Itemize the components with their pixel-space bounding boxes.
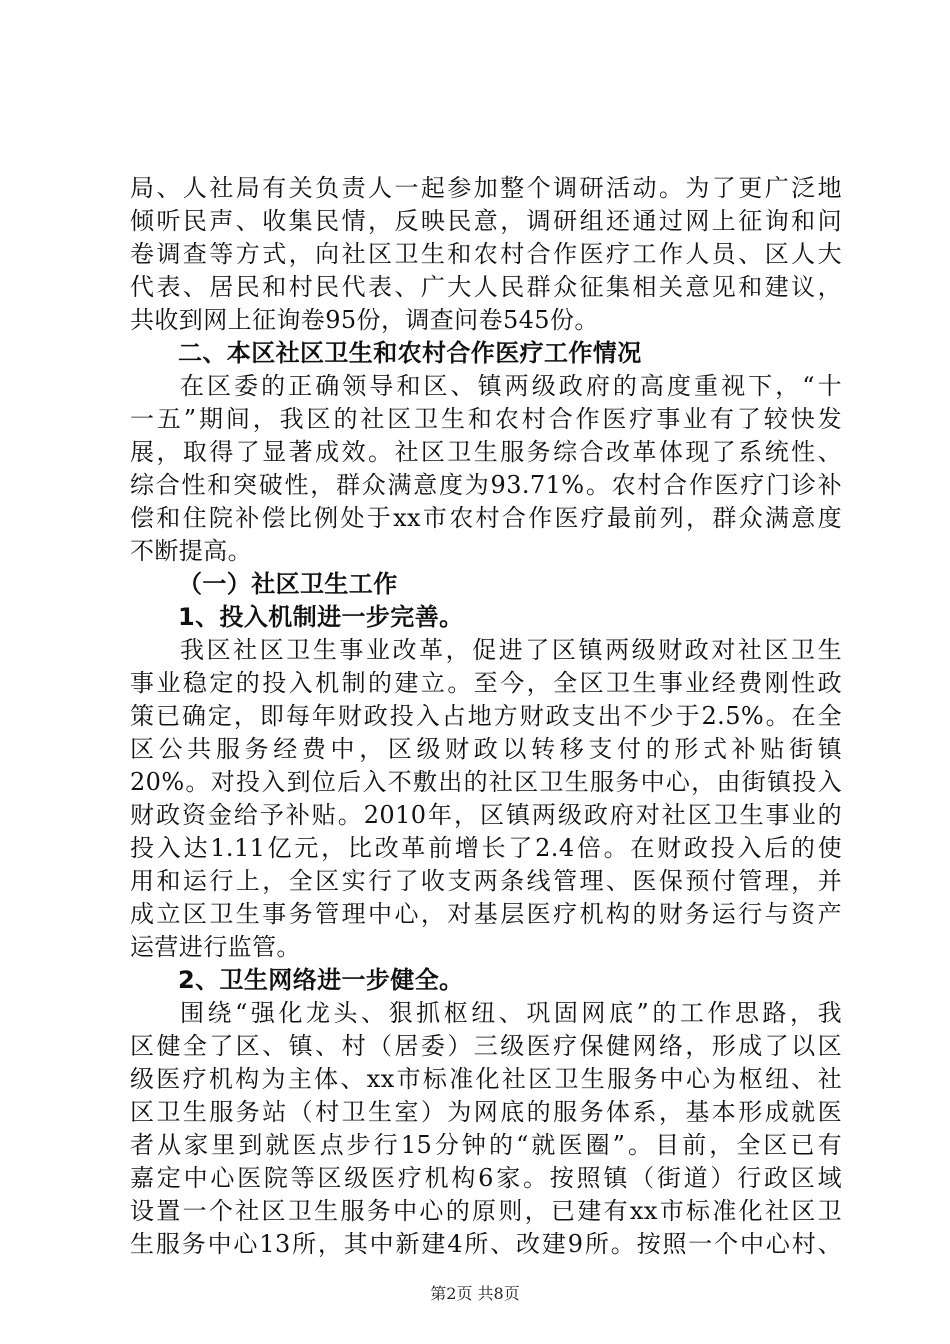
paragraph-survey-methods <box>130 172 842 337</box>
page-footer <box>0 1284 950 1304</box>
text-line: 设置一个社区卫生服务中心的原则，已建有xx市标准化社区卫 <box>130 1197 842 1225</box>
text-line: 投入达1.11亿元，比改革前增长了2.4倍。在财政投入后的使 <box>130 834 842 862</box>
subsection-heading: （一）社区卫生工作 <box>178 570 398 598</box>
text-line: 策已确定，即每年财政投入占地方财政支出不少于2.5%。在全 <box>130 702 842 730</box>
page-number: 第2页 共8页 <box>430 1284 520 1303</box>
text-line: 事业稳定的投入机制的建立。至今，全区卫生事业经费刚性政 <box>130 669 842 697</box>
text-line: 用和运行上，全区实行了收支两条线管理、医保预付管理，并 <box>130 867 842 895</box>
text-line: 区卫生服务站（村卫生室）为网底的服务体系，基本形成就医 <box>130 1098 842 1126</box>
text-line: 生服务中心13所，其中新建4所、改建9所。按照一个中心村、 <box>130 1230 842 1258</box>
text-line: 局、人社局有关负责人一起参加整个调研活动。为了更广泛地 <box>130 174 842 202</box>
text-line: 一五”期间，我区的社区卫生和农村合作医疗事业有了较快发 <box>130 405 842 433</box>
item-heading: 1、投入机制进一步完善。 <box>178 603 464 631</box>
text-line: 综合性和突破性，群众满意度为93.71%。农村合作医疗门诊补 <box>130 471 842 499</box>
text-line: 在区委的正确领导和区、镇两级政府的高度重视下，“十 <box>180 372 842 400</box>
text-line: 财政资金给予补贴。2010年，区镇两级政府对社区卫生事业的 <box>130 801 842 829</box>
text-line: 20%。对投入到位后入不敷出的社区卫生服务中心，由街镇投入 <box>130 768 842 796</box>
text-line: 共收到网上征询卷95份，调查问卷545份。 <box>130 306 599 334</box>
section-heading: 二、本区社区卫生和农村合作医疗工作情况 <box>178 339 642 367</box>
document-body <box>130 172 842 1261</box>
text-line: 围绕“强化龙头、狠抓枢纽、巩固网底”的工作思路，我 <box>180 999 842 1027</box>
text-line: 偿和住院补偿比例处于xx市农村合作医疗最前列，群众满意度 <box>130 504 842 532</box>
paragraph-health-network <box>130 997 842 1261</box>
text-line: 倾听民声、收集民情，反映民意，调研组还通过网上征询和问 <box>130 207 842 235</box>
paragraph-funding-mechanism <box>130 634 842 964</box>
text-line: 区公共服务经费中，区级财政以转移支付的形式补贴街镇 <box>130 735 842 763</box>
text-line: 我区社区卫生事业改革，促进了区镇两级财政对社区卫生 <box>180 636 842 664</box>
item-heading: 2、卫生网络进一步健全。 <box>178 966 464 994</box>
text-line: 级医疗机构为主体、xx市标准化社区卫生服务中心为枢纽、社 <box>130 1065 842 1093</box>
text-line: 成立区卫生事务管理中心，对基层医疗机构的财务运行与资产 <box>130 900 842 928</box>
text-line: 展，取得了显著成效。社区卫生服务综合改革体现了系统性、 <box>130 438 842 466</box>
text-line: 代表、居民和村民代表、广大人民群众征集相关意见和建议， <box>130 273 842 301</box>
text-line: 嘉定中心医院等区级医疗机构6家。按照镇（街道）行政区域 <box>130 1164 842 1192</box>
text-line: 运营进行监管。 <box>130 933 301 961</box>
text-line: 不断提高。 <box>130 537 252 565</box>
text-line: 卷调查等方式，向社区卫生和农村合作医疗工作人员、区人大 <box>130 240 842 268</box>
text-line: 区健全了区、镇、村（居委）三级医疗保健网络，形成了以区 <box>130 1032 842 1060</box>
paragraph-overview <box>130 370 842 568</box>
text-line: 者从家里到就医点步行15分钟的“就医圈”。目前，全区已有 <box>130 1131 842 1159</box>
